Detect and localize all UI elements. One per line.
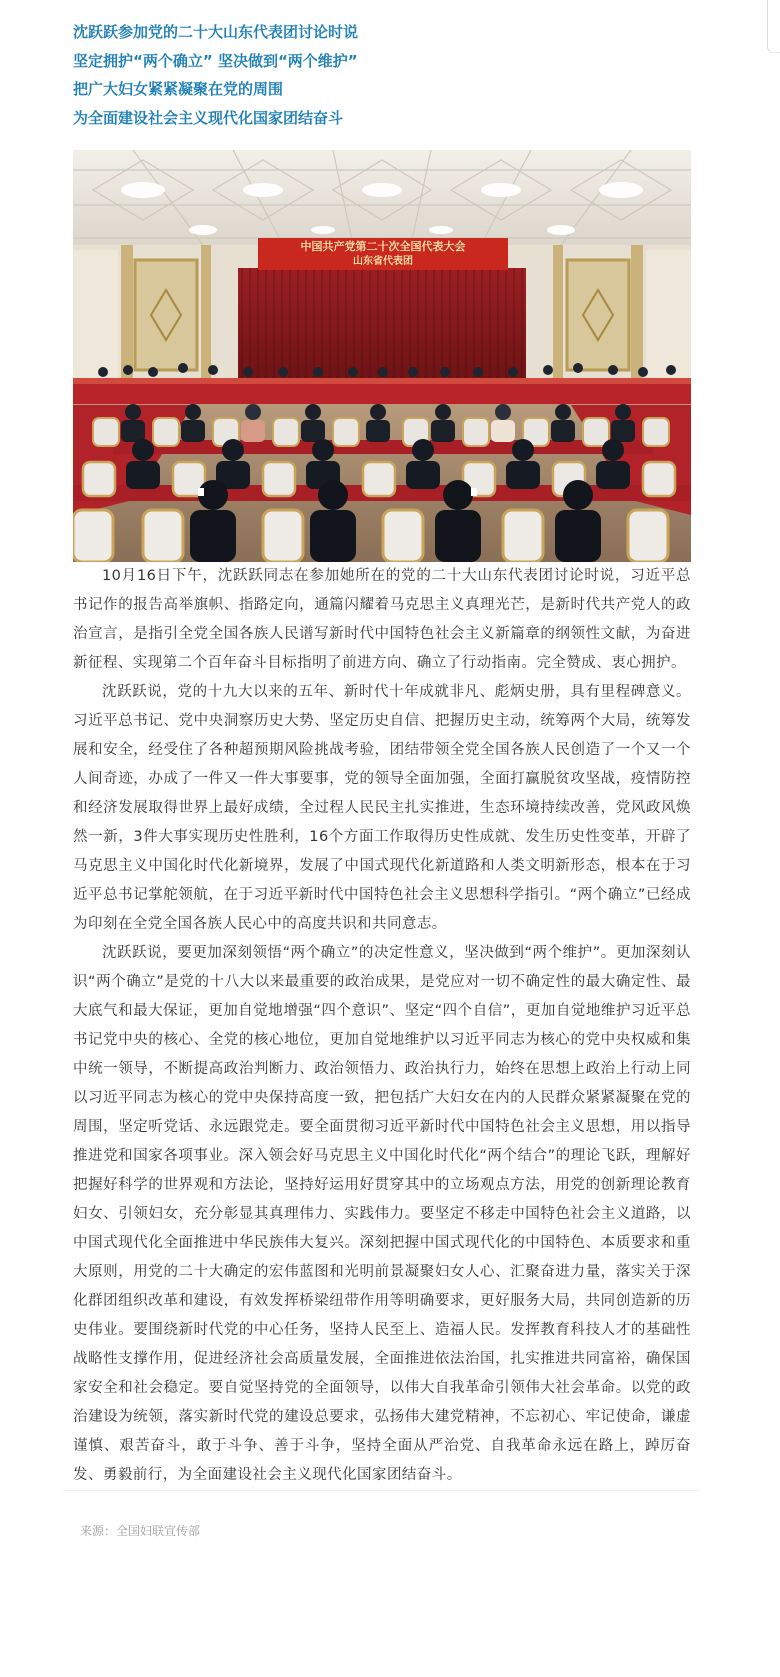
headline-block [73,18,713,132]
article-body [73,562,691,1490]
paragraph-3: 沈跃跃说，要更加深刻领悟“两个确立”的决定性意义，坚决做到“两个维护”。更加深刻认识“两个确立”是党的十八大以来最重要的政治成果，是党应对一切不确定性的最大确定性、最大底气和最大保证，更加自觉地增强“四个意识”、坚定“四个自信”，更加自觉地维护习近平总书记党中央的核心、全党的核心地位，更加自觉地维护以习近平同志为核心的党中央权威和集中统一领导，不断提高政治判断力、政治领悟力、政治执行力，始终在思想上政治上行动上同以习近平同志为核心的党中央保持高度一致，把包括广大妇女在内的人民群众紧紧凝聚在党的周围，坚定听党话、永远跟党走。要全面贯彻习近平新时代中国特色社会主义思想，用以指导推进党和国家各项事业。深入领会好马克思主义中国化时代化“两个结合”的理论飞跃，理解好把握好科学的世界观和方法论，坚持好运用好贯穿其中的立场观点方法，用党的创新理论教育妇女、引领妇女，充分彰显其真理伟力、实践伟力。要坚定不移走中国特色社会主义道路，以中国式现代化全面推进中华民族伟大复兴。深刻把握中国式现代化的中国特色、本质要求和重大原则，用党的二十大确定的宏伟蓝图和光明前景凝聚妇女人心、汇聚奋进力量，落实关于深化群团组织改革和建设，有效发挥桥梁纽带作用等明确要求，更好服务大局，共同创造新的历史伟业。要围绕新时代党的中心任务，坚持人民至上、造福人民。发挥教育科技人才的基础性战略性支撑作用，促进经济社会高质量发展，全面推进依法治国，扎实推进共同富裕，确保国家安全和社会稳定。要自觉坚持党的全面领导，以伟大自我革命引领伟大社会革命。以党的政治建设为统领，落实新时代党的建设总要求，弘扬伟大建党精神，不忘初心、牢记使命，谦虚谨慎、艰苦奋斗，敢于斗争、善于斗争，坚持全面从严治党、自我革命永远在路上，踔厉奋发、勇毅前行，为全面建设社会主义现代化国家团结奋斗。 [73,945,691,1483]
headline-line-2: 坚定拥护“两个确立” 坚决做到“两个维护” [73,51,358,70]
headline-line-1: 沈跃跃参加党的二十大山东代表团讨论时说 [73,23,359,41]
banner-line-1: 中国共产党第二十次全国代表大会 [300,240,466,253]
right-edge-decoration [767,0,780,53]
headline-line-3: 把广大妇女紧紧凝聚在党的周围 [73,80,284,98]
headline-line-4: 为全面建设社会主义现代化国家团结奋斗 [73,108,344,127]
paragraph-2: 沈跃跃说，党的十九大以来的五年、新时代十年成就非凡、彪炳史册，具有里程碑意义。习近平总书记、党中央洞察历史大势、坚定历史自信、把握历史主动，统筹两个大局，统筹发展和安全，经受住了各种超预期风险挑战考验，团结带领全党全国各族人民创造了一个又一个人间奇迹，办成了一件又一件大事要事，党的领导全面加强，全面打赢脱贫攻坚战，疫情防控和经济发展取得世界上最好成绩，全过程人民民主扎实推进，生态环境持续改善，党风政风焕然一新，3件大事实现历史性胜利，16个方面工作取得历史性成就、发生历史性变革，开辟了马克思主义中国化时代化新境界，发展了中国式现代化新道路和人类文明新形态，根本在于习近平总书记掌舵领航，在于习近平新时代中国特色社会主义思想科学指引。“两个确立”已经成为印刻在全党全国各族人民心中的高度共识和共同意志。 [73,684,691,932]
meeting-photo [73,150,691,562]
banner-line-2: 山东省代表团 [353,256,413,267]
source-credit: 来源：全国妇联宣传部 [80,1524,201,1538]
paragraph-1: 10月16日下午，沈跃跃同志在参加她所在的党的二十大山东代表团讨论时说，习近平总书记作的报告高举旗帜、指路定向，通篇闪耀着马克思主义真理光芒，是新时代共产党人的政治宣言，是指引全党全国各族人民谱写新时代中国特色社会主义新篇章的纲领性文献，为奋进新征程、实现第二个百年奋斗目标指明了前进方向、确立了行动指南。完全赞成、衷心拥护。 [73,568,691,671]
footer-divider [63,1490,699,1491]
